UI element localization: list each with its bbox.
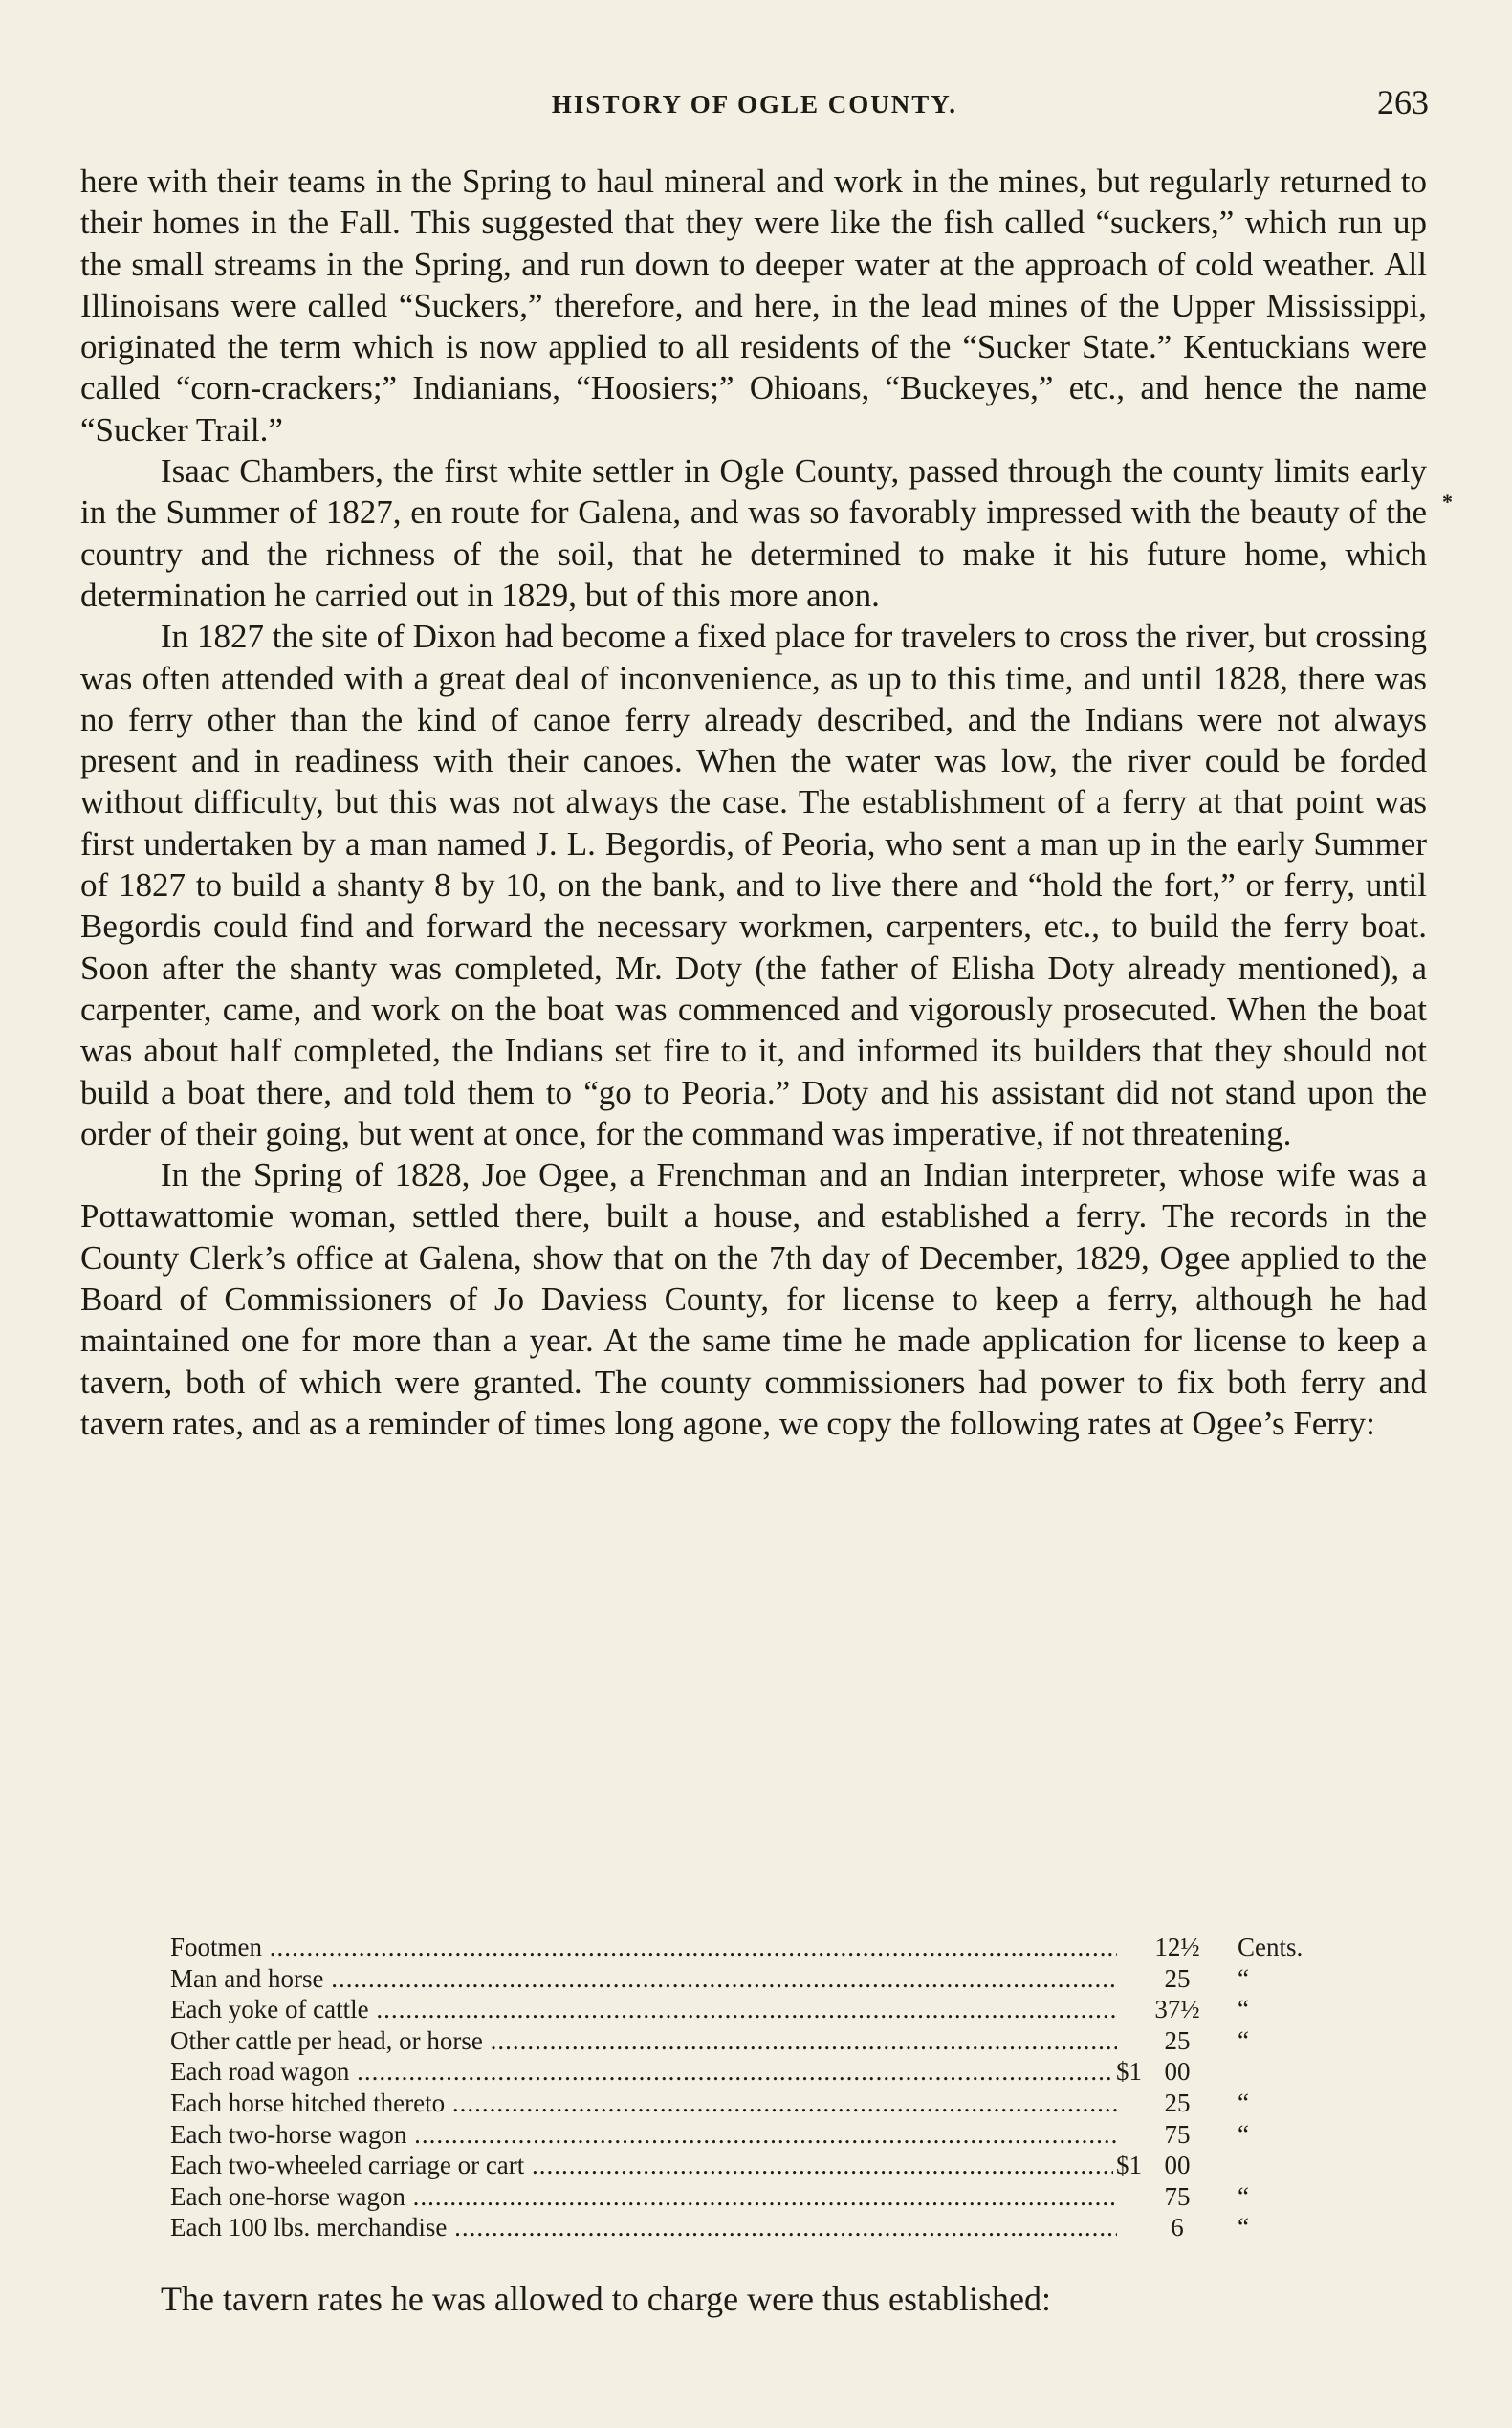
rate-item: Each one-horse wagon ..... xyxy=(170,2181,1117,2213)
rate-unit: “ xyxy=(1238,1963,1249,1993)
rate-amount: 25 xyxy=(1144,2088,1211,2119)
rate-amount: 25 xyxy=(1144,1963,1211,1995)
rate-item: Each two-wheeled carriage or cart ..... xyxy=(170,2150,1117,2181)
rate-row xyxy=(170,2025,1347,2057)
margin-mark: * xyxy=(1442,490,1453,514)
rate-row xyxy=(170,1963,1347,1995)
rate-item: Each 100 lbs. merchandise ..... xyxy=(170,2212,1117,2243)
paragraph-2: Isaac Chambers, the first white settler in Ogle County, passed through the county limits early in the Summer of 1827, en route for Galena, and was so favorably impressed with the beauty of the country and the richness of the soil, that he determined to make it his future home, which determination he carried out in 1829, but of this more anon. xyxy=(80,452,1427,614)
running-title: HISTORY OF OGLE COUNTY. xyxy=(551,90,958,119)
rate-unit: “ xyxy=(1238,2088,1249,2117)
rate-item: Each yoke of cattle ..... xyxy=(170,1994,1117,2025)
rate-item: Each two-horse wagon ..... xyxy=(170,2119,1117,2151)
rate-row xyxy=(170,2119,1347,2151)
rate-item: Man and horse ..... xyxy=(170,1963,1117,1995)
body-text xyxy=(80,161,1427,1444)
rate-amount: 6 xyxy=(1144,2212,1211,2243)
rate-unit: “ xyxy=(1238,2181,1249,2211)
rate-amount: 75 xyxy=(1144,2181,1211,2213)
rate-amount: 25 xyxy=(1144,2025,1211,2057)
rate-row xyxy=(170,2088,1347,2119)
rate-unit: “ xyxy=(1238,2213,1249,2242)
rate-row xyxy=(170,2212,1347,2243)
running-head xyxy=(80,80,1429,128)
rate-item: Other cattle per head, or horse ..... xyxy=(170,2025,1117,2057)
rate-unit: “ xyxy=(1238,2025,1249,2055)
rate-item: Each horse hitched thereto ..... xyxy=(170,2088,1117,2119)
rate-row xyxy=(170,2150,1347,2181)
closing-line: The tavern rates he was allowed to charge were thus established: xyxy=(161,2280,1051,2318)
ferry-rates-table xyxy=(170,1932,1347,2243)
rate-dollar: $1 xyxy=(1113,2056,1142,2088)
rate-amount: 00 xyxy=(1144,2056,1211,2088)
rate-row xyxy=(170,2181,1347,2213)
rate-item: Footmen ..... xyxy=(170,1932,1117,1963)
rate-amount: 00 xyxy=(1144,2150,1211,2181)
rate-unit: “ xyxy=(1238,2119,1249,2149)
rate-dollar: $1 xyxy=(1113,2150,1142,2181)
rate-amount: 75 xyxy=(1144,2119,1211,2151)
paragraph-4: In the Spring of 1828, Joe Ogee, a Frenchman and an Indian interpreter, whose wife was a Pottawattomie woman, settled there, built a house, and established a ferry. The records in the County Clerk’s office at Galena, show that on the 7th day of December, 1829, Ogee applied to the Board of Commissioners of Jo Daviess County, for license to keep a ferry, although he had maintained one for more than a year. At the same time he made application for license to keep a tavern, both of which were granted. The county commissioners had power to fix both ferry and tavern rates, and as a reminder of times long agone, we copy the following rates at Ogee’s Ferry: xyxy=(80,1156,1427,1442)
rate-amount: 37½ xyxy=(1144,1994,1211,2025)
rate-row xyxy=(170,1994,1347,2025)
page-number: 263 xyxy=(1377,83,1429,121)
rate-item: Each road wagon ..... xyxy=(170,2056,1117,2088)
rate-row xyxy=(170,2056,1347,2088)
paragraph-1: here with their teams in the Spring to haul mineral and work in the mines, but regularly returned to their homes in the Fall. This suggested that they were like the fish called “suckers,” which run up the small streams in the Spring, and run down to deeper water at the approach of cold weather. All Illinoisans were called “Suckers,” therefore, and here, in the lead mines of the Upper Mississippi, originated the term which is now applied to all residents of the “Sucker State.” Kentuckians were called “corn-crackers;” Indianians, “Hoosiers;” Ohioans, “Buckeyes,” etc., and hence the name “Sucker Trail.” xyxy=(80,163,1427,448)
rate-unit: Cents. xyxy=(1238,1933,1304,1961)
rate-unit: “ xyxy=(1238,1995,1249,2024)
paragraph-3: In 1827 the site of Dixon had become a fixed place for travelers to cross the river, but crossing was often attended with a great deal of inconvenience, as up to this time, and until 1828, there was no ferry other than the kind of canoe ferry already described, and the Indians were not always present and in readiness with their canoes. When the water was low, the river could be forded without difficulty, but this was not always the case. The establishment of a ferry at that point was first undertaken by a man named J. L. Begordis, of Peoria, who sent a man up in the early Summer of 1827 to build a shanty 8 by 10, on the bank, and to live there and “hold the fort,” or ferry, until Begordis could find and forward the necessary workmen, carpenters, etc., to build the ferry boat. Soon after the shanty was completed, Mr. Doty (the father of Elisha Doty already mentioned), a carpenter, came, and work on the boat was commenced and vigorously prosecuted. When the boat was about half completed, the Indians set fire to it, and informed its builders that they should not build a boat there, and told them to “go to Peoria.” Doty and his assistant did not stand upon the order of their going, but went at once, for the command was imperative, if not threatening. xyxy=(80,618,1427,1152)
rate-row xyxy=(170,1932,1347,1963)
rate-amount: 12½ xyxy=(1144,1932,1211,1963)
